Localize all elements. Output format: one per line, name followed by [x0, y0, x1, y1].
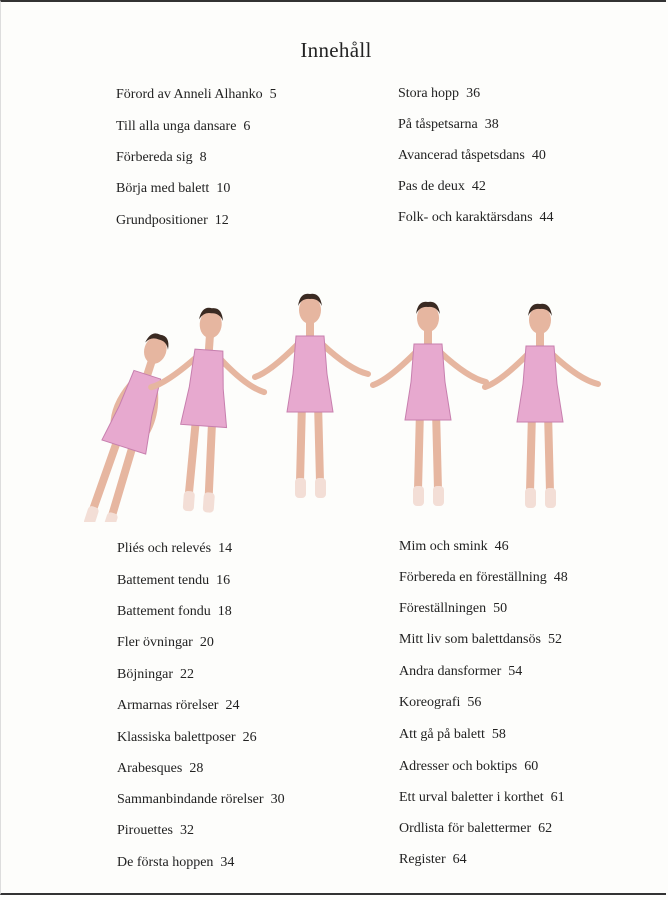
toc-entry-page: 50	[493, 601, 508, 616]
toc-entry-title: Avancerad tåspetsdans	[398, 148, 525, 163]
toc-entry-page: 36	[466, 86, 481, 101]
toc-entry[interactable]	[399, 632, 562, 648]
toc-entry[interactable]	[399, 601, 507, 617]
toc-entry-title: Andra dansformer	[399, 664, 502, 679]
toc-entry[interactable]	[398, 148, 546, 164]
toc-entry-page: 30	[270, 792, 285, 807]
toc-entry[interactable]	[398, 86, 480, 102]
toc-entry[interactable]	[116, 150, 207, 166]
toc-entry-title: Förord av Anneli Alhanko	[116, 87, 263, 102]
dancer-leg	[530, 412, 532, 492]
toc-entry-title: På tåspetsarna	[398, 117, 478, 132]
dancer-figure	[373, 302, 486, 506]
dancer-figure	[485, 304, 598, 508]
dancer-figure	[75, 327, 182, 522]
toc-entry-page: 54	[508, 664, 523, 679]
toc-entry-page: 20	[199, 635, 214, 650]
dancer-leg	[318, 402, 320, 482]
toc-entry-title: Adresser och boktips	[399, 759, 518, 774]
toc-entry-title: Börja med balett	[116, 181, 210, 196]
toc-entry[interactable]	[117, 698, 239, 714]
toc-entry[interactable]	[399, 759, 538, 775]
dancer-neck	[306, 322, 314, 336]
toc-entry[interactable]	[116, 87, 277, 103]
toc-entry-page: 5	[269, 87, 277, 102]
toc-entry-title: Mitt liv som balettdansös	[399, 632, 541, 647]
dancer-leg	[436, 410, 438, 490]
toc-entry-title: Till alla unga dansare	[116, 119, 237, 134]
toc-entry-title: De första hoppen	[117, 855, 214, 870]
toc-entry-page: 44	[539, 210, 554, 225]
page-title: Innehåll	[300, 38, 372, 62]
dancer-leg	[207, 417, 215, 497]
dancer-neck	[536, 332, 544, 346]
toc-entry-page: 10	[216, 181, 231, 196]
toc-entry-page: 24	[225, 698, 240, 713]
toc-entry-title: Folk- och karaktärsdans	[398, 210, 533, 225]
toc-entry-title: Register	[399, 852, 446, 867]
toc-entry-page: 56	[467, 695, 482, 710]
dancer-shoe	[413, 486, 424, 506]
toc-entry-page: 12	[214, 213, 229, 228]
toc-entry[interactable]	[399, 570, 568, 586]
toc-entry-page: 40	[531, 148, 546, 163]
toc-entry-title: Ordlista för balettermer	[399, 821, 532, 836]
toc-entry-page: 18	[217, 604, 232, 619]
toc-entry[interactable]	[117, 823, 194, 839]
toc-entry-title: Pirouettes	[117, 823, 173, 838]
dancer-leg	[548, 412, 550, 492]
toc-entry[interactable]	[116, 181, 230, 197]
toc-entry[interactable]	[117, 667, 194, 683]
toc-entry-page: 6	[243, 119, 251, 134]
dancer-shoe	[315, 478, 326, 498]
toc-entry-page: 32	[180, 823, 194, 838]
toc-entry[interactable]	[117, 573, 230, 589]
toc-entry[interactable]	[399, 790, 565, 806]
dancer-leotard	[102, 368, 169, 454]
dancer-arm	[485, 354, 528, 387]
toc-entry-title: Ett urval baletter i korthet	[399, 790, 544, 805]
toc-entry[interactable]	[116, 213, 229, 229]
dancer-shoe	[545, 488, 556, 508]
toc-entry[interactable]	[398, 210, 554, 226]
toc-entry-page: 16	[216, 573, 231, 588]
toc-entry-page: 34	[220, 855, 235, 870]
toc-entry-title: Battement fondu	[117, 604, 211, 619]
dancer-neck	[424, 330, 432, 344]
toc-entry-title: Koreografi	[399, 695, 461, 710]
toc-entry[interactable]	[399, 664, 522, 680]
toc-entry-page: 22	[180, 667, 194, 682]
toc-entry[interactable]	[117, 604, 232, 620]
dancer-arm	[373, 352, 416, 385]
toc-entry[interactable]	[117, 730, 257, 746]
toc-entry-page: 14	[218, 541, 233, 556]
toc-entry-page: 48	[553, 570, 568, 585]
toc-entry[interactable]	[117, 541, 232, 557]
toc-entry-page: 38	[484, 117, 499, 132]
toc-entry[interactable]	[399, 852, 467, 868]
dancer-leg	[418, 410, 420, 490]
toc-entry-title: Mim och smink	[399, 539, 488, 554]
toc-entry-page: 60	[524, 759, 539, 774]
toc-entry-page: 8	[199, 150, 207, 165]
toc-entry-page: 42	[471, 179, 486, 194]
toc-entry-title: Stora hopp	[398, 86, 460, 101]
toc-entry-title: Grundpositioner	[116, 213, 208, 228]
toc-entry-title: Fler övningar	[117, 635, 193, 650]
toc-entry-page: 58	[491, 727, 506, 742]
toc-entry-title: Förbereda en föreställning	[399, 570, 547, 585]
toc-entry[interactable]	[117, 855, 234, 871]
dancer-shoe	[525, 488, 536, 508]
toc-entry-page: 28	[189, 761, 204, 776]
toc-entry[interactable]	[399, 539, 509, 555]
toc-entry-page: 52	[547, 632, 562, 647]
toc-entry-title: Pas de deux	[398, 179, 465, 194]
toc-entry-page: 26	[242, 730, 257, 745]
toc-entry[interactable]	[116, 119, 250, 135]
toc-entry-title: Böjningar	[117, 667, 173, 682]
toc-entry[interactable]	[117, 761, 203, 777]
toc-entry[interactable]	[398, 179, 486, 195]
dancer-shoe	[295, 478, 306, 498]
toc-entry-title: Arabesques	[117, 761, 183, 776]
toc-entry-title: Armarnas rörelser	[117, 698, 219, 713]
toc-entry-page: 46	[494, 539, 509, 554]
toc-entry-title: Sammanbindande rörelser	[117, 792, 264, 807]
dancer-arm	[255, 344, 298, 377]
dancer-leg	[300, 402, 302, 482]
toc-entry-title: Klassiska balettposer	[117, 730, 236, 745]
toc-entry-page: 62	[538, 821, 553, 836]
toc-entry-page: 64	[452, 852, 467, 867]
dancers-photo	[70, 278, 618, 522]
toc-entry-title: Battement tendu	[117, 573, 210, 588]
toc-entry-title: Pliés och relevés	[117, 541, 212, 556]
toc-entry[interactable]	[399, 727, 506, 743]
toc-entry-title: Föreställningen	[399, 601, 487, 616]
toc-entry[interactable]	[399, 695, 481, 711]
dancer-shoe	[203, 492, 215, 513]
dancer-arm	[552, 354, 598, 384]
dancer-arm	[322, 344, 368, 374]
toc-entry-page: 61	[550, 790, 565, 805]
dancer-leg	[189, 415, 197, 495]
toc-entry-title: Att gå på balett	[399, 727, 485, 742]
dancer-arm	[440, 352, 486, 382]
dancer-figure	[255, 294, 368, 498]
toc-entry[interactable]	[399, 821, 552, 837]
toc-entry[interactable]	[117, 792, 285, 808]
toc-entry[interactable]	[398, 117, 499, 133]
toc-entry-title: Förbereda sig	[116, 150, 193, 165]
dancer-shoe	[433, 486, 444, 506]
dancer-shoe	[183, 491, 195, 512]
toc-entry[interactable]	[117, 635, 214, 651]
